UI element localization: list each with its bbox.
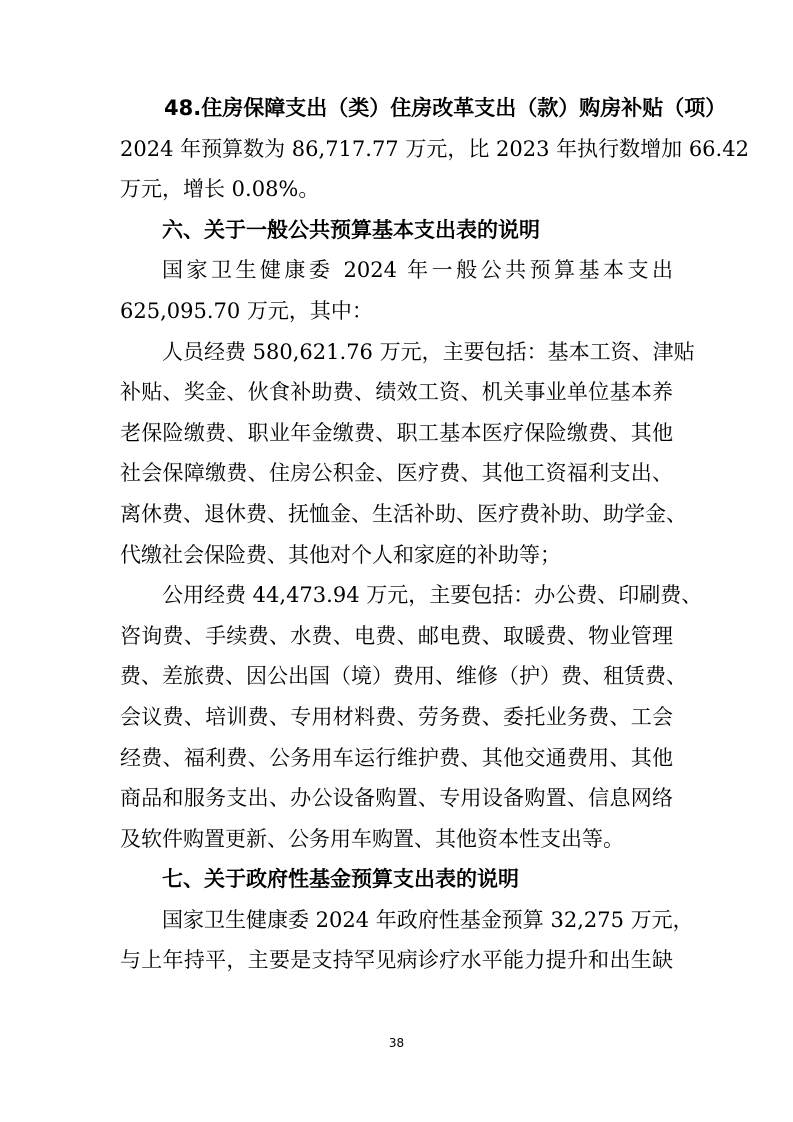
section-heading-6: 六、关于一般公共预算基本支出表的说明 — [162, 217, 540, 242]
paragraph-line: 2024 年预算数为 86,717.77 万元，比 2023 年执行数增加 66.42 — [120, 136, 749, 161]
section-heading-48: 48.住房保障支出（类）住房改革支出（款）购房补贴（项） — [164, 96, 727, 120]
paragraph-line: 万元，增长 0.08%。 — [120, 177, 320, 202]
paragraph-line: 与上年持平，主要是支持罕见病诊疗水平能力提升和出生缺 — [120, 948, 673, 973]
paragraph-line: 补贴、奖金、伙食补助费、绩效工资、机关事业单位基本养 — [120, 380, 673, 405]
paragraph-line: 经费、福利费、公务用车运行维护费、其他交通费用、其他 — [120, 745, 673, 770]
paragraph-line: 人员经费 580,621.76 万元，主要包括：基本工资、津贴 — [162, 339, 695, 364]
section-heading-7: 七、关于政府性基金预算支出表的说明 — [162, 867, 519, 892]
paragraph-line: 离休费、退休费、抚恤金、生活补助、医疗费补助、助学金、 — [120, 501, 687, 526]
paragraph-line: 咨询费、手续费、水费、电费、邮电费、取暖费、物业管理 — [120, 623, 673, 648]
paragraph-line: 商品和服务支出、办公设备购置、专用设备购置、信息网络 — [120, 786, 673, 811]
paragraph-line: 国家卫生健康委 2024 年一般公共预算基本支出 — [162, 258, 673, 283]
paragraph-line: 会议费、培训费、专用材料费、劳务费、委托业务费、工会 — [120, 704, 673, 729]
page-number: 38 — [388, 1036, 405, 1050]
paragraph-line: 国家卫生健康委 2024 年政府性基金预算 32,275 万元， — [162, 907, 694, 932]
document-body — [120, 88, 749, 981]
paragraph-line: 代缴社会保险费、其他对个人和家庭的补助等； — [120, 542, 561, 567]
paragraph-line: 老保险缴费、职业年金缴费、职工基本医疗保险缴费、其他 — [120, 420, 673, 445]
paragraph-line: 社会保障缴费、住房公积金、医疗费、其他工资福利支出、 — [120, 461, 673, 486]
paragraph-line: 及软件购置更新、公务用车购置、其他资本性支出等。 — [120, 826, 624, 851]
paragraph-line: 费、差旅费、因公出国（境）费用、维修（护）费、租赁费、 — [120, 664, 687, 689]
paragraph-line: 625,095.70 万元，其中： — [120, 298, 373, 323]
paragraph-line: 公用经费 44,473.94 万元，主要包括：办公费、印刷费、 — [162, 583, 703, 608]
